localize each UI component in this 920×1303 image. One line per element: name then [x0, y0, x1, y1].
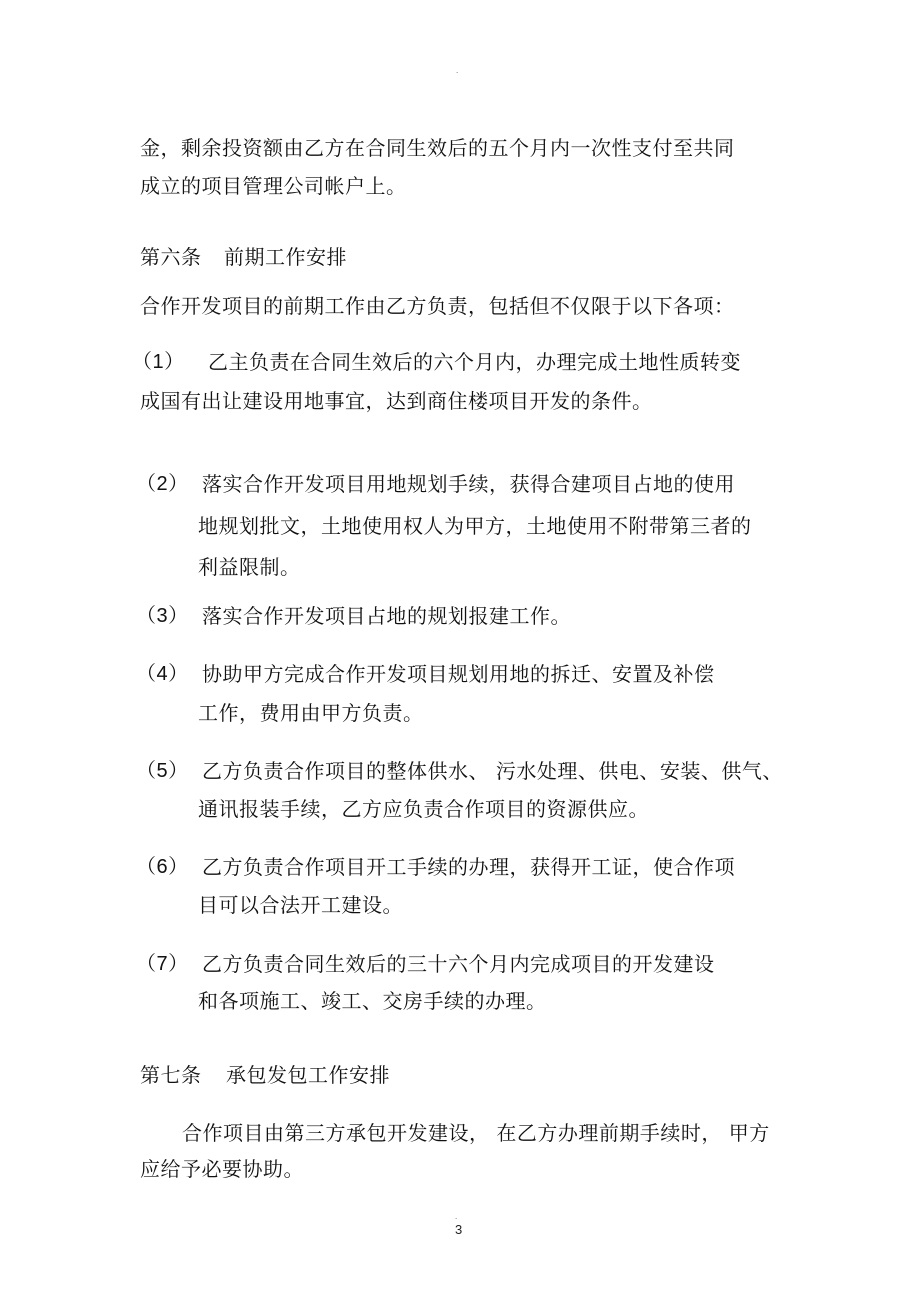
article-6-intro: 合作开发项目的前期工作由乙方负责，包括但不仅限于以下各项：: [140, 294, 735, 318]
item-line: 落实合作开发项目用地规划手续，获得合建项目占地的使用: [202, 472, 735, 496]
header-mark: .: [456, 66, 459, 75]
item-line: 乙方负责合作项目的整体供水、 污水处理、供电、安装、供气、: [202, 759, 783, 783]
item-number: （5）: [136, 760, 189, 782]
paragraph-line: 成立的项目管理公司帐户上。: [140, 174, 407, 198]
item-line: 协助甲方完成合作开发项目规划用地的拆迁、安置及补偿: [202, 662, 715, 686]
item-line: 乙主负责在合同生效后的六个月内，办理完成土地性质转变: [208, 350, 741, 374]
article-6-number: 第六条: [140, 245, 202, 269]
item-line: 落实合作开发项目占地的规划报建工作。: [202, 604, 571, 628]
item-line: 乙方负责合同生效后的三十六个月内完成项目的开发建设: [202, 952, 715, 976]
paragraph-line: 金，剩余投资额由乙方在合同生效后的五个月内一次性支付至共同: [140, 136, 735, 160]
article-7-title: 承包发包工作安排: [226, 1063, 390, 1087]
item-number: （4）: [136, 663, 189, 685]
item-number: （2）: [136, 473, 189, 495]
item-number: （1）: [132, 351, 185, 373]
page-number: 3: [455, 1222, 463, 1237]
item-line: 工作，费用由甲方负责。: [198, 701, 424, 725]
item-line: 乙方负责合作项目开工手续的办理，获得开工证，使合作项: [202, 855, 735, 879]
item-line: 目可以合法开工建设。: [198, 893, 403, 917]
paragraph-line: 应给予必要协助。: [140, 1157, 304, 1181]
item-number: （3）: [136, 605, 189, 627]
item-line: 成国有出让建设用地事宜，达到商住楼项目开发的条件。: [140, 389, 653, 413]
article-7-number: 第七条: [140, 1063, 202, 1087]
paragraph-line: 合作项目由第三方承包开发建设， 在乙方办理前期手续时， 甲方: [182, 1121, 770, 1145]
item-number: （7）: [136, 953, 189, 975]
item-line: 和各项施工、竣工、交房手续的办理。: [198, 989, 547, 1013]
article-6-title: 前期工作安排: [224, 245, 347, 269]
item-line: 利益限制。: [198, 555, 301, 579]
footer-mark: .: [455, 1212, 458, 1221]
item-number: （6）: [136, 856, 189, 878]
item-line: 地规划批文，土地使用权人为甲方，土地使用不附带第三者的: [198, 514, 752, 538]
item-line: 通讯报装手续，乙方应负责合作项目的资源供应。: [198, 797, 649, 821]
